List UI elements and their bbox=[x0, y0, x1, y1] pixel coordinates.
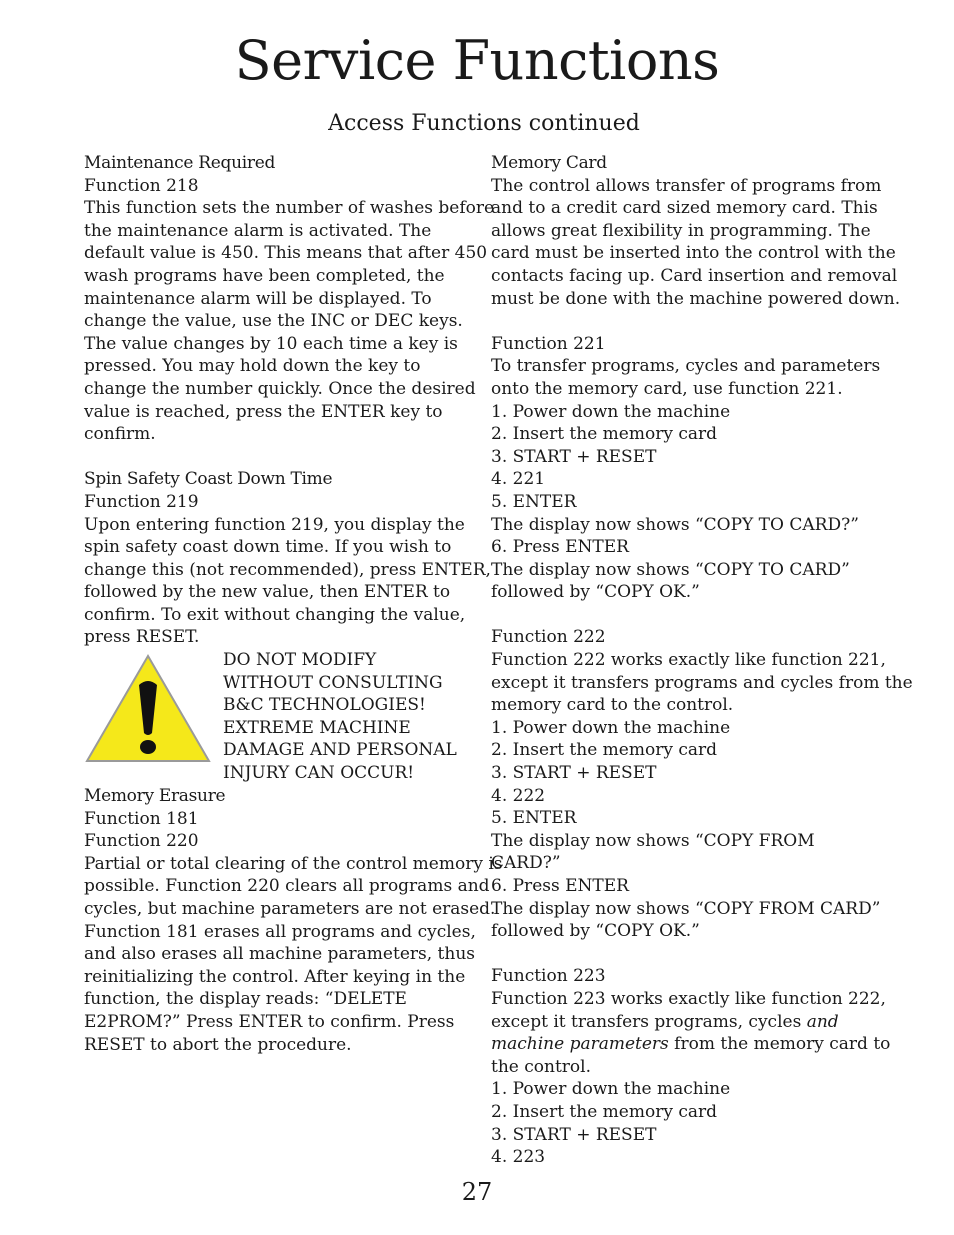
f222-line: except it transfers programs and cycles from the bbox=[491, 672, 913, 693]
maintenance-line: confirm. bbox=[84, 424, 156, 445]
f223-line: the control. bbox=[491, 1056, 591, 1077]
erasure-line: possible. Function 220 clears all programs and bbox=[84, 876, 490, 897]
erasure-line: E2PROM?” Press ENTER to confirm. Press bbox=[84, 1012, 455, 1032]
f222-line: Function 222 works exactly like function 221, bbox=[491, 650, 886, 671]
f223-text: from the memory card to bbox=[668, 1034, 891, 1055]
f222-line: CARD?” bbox=[491, 853, 561, 874]
f223-step: 2. Insert the memory card bbox=[491, 1101, 718, 1122]
spacer bbox=[491, 604, 881, 627]
f222-line: followed by “COPY OK.” bbox=[491, 921, 700, 942]
erasure-line: Function 220 bbox=[84, 831, 199, 852]
f222-line: 4. 222 bbox=[491, 785, 546, 806]
page-number: 27 bbox=[461, 1178, 493, 1206]
maintenance-line: wash programs have been completed, the bbox=[84, 265, 445, 286]
f221-line: 1. Power down the machine bbox=[491, 401, 731, 422]
f221-line: followed by “COPY OK.” bbox=[491, 582, 700, 603]
memory-card-line: contacts facing up. Card insertion and removal bbox=[491, 265, 898, 286]
f222-line: 5. ENTER bbox=[491, 808, 577, 829]
f221-line: To transfer programs, cycles and parameters bbox=[491, 356, 881, 377]
f221-line: The display now shows “COPY TO CARD?” bbox=[491, 514, 859, 535]
memory-card-line: The control allows transfer of programs from bbox=[491, 175, 882, 196]
maintenance-line: The value changes by 10 each time a key is bbox=[84, 333, 458, 354]
maintenance-line: maintenance alarm will be displayed. To bbox=[84, 288, 432, 309]
f222-line: 3. START + RESET bbox=[491, 763, 657, 784]
maintenance-line: the maintenance alarm is activated. The bbox=[84, 220, 432, 241]
f223-line: Function 223 works exactly like function 222, bbox=[491, 988, 886, 1009]
f222-line: 2. Insert the memory card bbox=[491, 740, 718, 761]
f221-line: Function 221 bbox=[491, 333, 606, 354]
erasure-line: function, the display reads: “DELETE bbox=[84, 989, 407, 1010]
erasure-line: RESET to abort the procedure. bbox=[84, 1034, 352, 1055]
f222-line: The display now shows “COPY FROM bbox=[491, 830, 815, 851]
page-subtitle: Access Functions continued bbox=[328, 111, 640, 136]
maintenance-line: This function sets the number of washes before bbox=[84, 198, 495, 219]
spin-heading: Spin Safety Coast Down Time bbox=[84, 469, 333, 490]
f222-line: The display now shows “COPY FROM CARD” bbox=[491, 898, 881, 919]
erasure-line: Function 181 erases all programs and cycles, bbox=[84, 921, 476, 942]
spacer bbox=[84, 446, 470, 469]
maintenance-heading: Maintenance Required bbox=[84, 153, 276, 173]
warning-line: WITHOUT CONSULTING bbox=[223, 672, 443, 693]
f223-line: Function 223 bbox=[491, 966, 606, 987]
f223-italic-text: and bbox=[806, 1011, 839, 1032]
memory-card-line: card must be inserted into the control with the bbox=[491, 243, 896, 264]
warning-line: DO NOT MODIFY bbox=[223, 650, 377, 671]
erasure-line: Function 181 bbox=[84, 808, 199, 829]
spin-line: press RESET. bbox=[84, 627, 200, 648]
spin-line: followed by the new value, then ENTER to bbox=[84, 582, 451, 603]
spin-line: Function 219 bbox=[84, 491, 199, 512]
f222-line: memory card to the control. bbox=[491, 695, 734, 716]
warning-line: B&C TECHNOLOGIES! bbox=[223, 695, 426, 716]
f223-line bbox=[491, 1033, 891, 1056]
f223-line bbox=[491, 1011, 881, 1034]
f222-line: Function 222 bbox=[491, 627, 606, 648]
warning-triangle-icon bbox=[84, 653, 212, 765]
maintenance-line: default value is 450. This means that after 450 bbox=[84, 243, 488, 264]
maintenance-line: pressed. You may hold down the key to bbox=[84, 356, 421, 377]
spin-line: Upon entering function 219, you display the bbox=[84, 514, 465, 535]
warning-line: EXTREME MACHINE bbox=[223, 717, 411, 738]
spacer bbox=[491, 943, 881, 966]
erasure-line: and also erases all machine parameters, thus bbox=[84, 944, 475, 965]
maintenance-line: change the number quickly. Once the desired bbox=[84, 378, 476, 399]
maintenance-line: value is reached, press the ENTER key to bbox=[84, 401, 443, 422]
spin-line: change this (not recommended), press ENTER, bbox=[84, 559, 491, 580]
page-title: Service Functions bbox=[234, 29, 720, 92]
warning-line: DAMAGE AND PERSONAL bbox=[223, 740, 457, 761]
f221-line: 2. Insert the memory card bbox=[491, 424, 718, 445]
f221-line: 3. START + RESET bbox=[491, 446, 657, 467]
spin-line: confirm. To exit without changing the value, bbox=[84, 604, 466, 625]
maintenance-line: change the value, use the INC or DEC keys. bbox=[84, 311, 463, 332]
warning-block bbox=[84, 649, 470, 785]
spin-line: spin safety coast down time. If you wish to bbox=[84, 537, 452, 558]
f223-step: 4. 223 bbox=[491, 1147, 546, 1168]
warning-text bbox=[223, 649, 457, 785]
f223-italic-text: machine parameters bbox=[491, 1034, 669, 1055]
right-column bbox=[491, 152, 913, 1169]
f221-line: 4. 221 bbox=[491, 469, 546, 490]
erasure-line: cycles, but machine parameters are not erased. bbox=[84, 899, 496, 920]
erasure-line: reinitializing the control. After keying in the bbox=[84, 966, 466, 987]
f222-line: 6. Press ENTER bbox=[491, 876, 629, 896]
memory-card-line: allows great flexibility in programming. The bbox=[491, 220, 871, 241]
maintenance-line: Function 218 bbox=[84, 175, 199, 196]
f221-line: 5. ENTER bbox=[491, 491, 577, 512]
f221-line: 6. Press ENTER bbox=[491, 537, 629, 558]
f222-line: 1. Power down the machine bbox=[491, 717, 731, 738]
erasure-heading: Memory Erasure bbox=[84, 786, 226, 807]
memory-card-line: and to a credit card sized memory card. This bbox=[491, 198, 878, 219]
f223-text: except it transfers programs, cycles bbox=[491, 1011, 807, 1032]
warning-line: INJURY CAN OCCUR! bbox=[223, 763, 415, 784]
f221-line: The display now shows “COPY TO CARD” bbox=[491, 559, 850, 580]
f221-line: onto the memory card, use function 221. bbox=[491, 378, 843, 399]
memory-card-line: must be done with the machine powered down. bbox=[491, 288, 901, 309]
f223-step: 3. START + RESET bbox=[491, 1124, 657, 1145]
spacer bbox=[491, 310, 881, 333]
left-column bbox=[84, 152, 503, 1056]
erasure-line: Partial or total clearing of the control memory is bbox=[84, 853, 503, 874]
f223-step: 1. Power down the machine bbox=[491, 1079, 731, 1100]
memory-card-heading: Memory Card bbox=[491, 153, 607, 173]
